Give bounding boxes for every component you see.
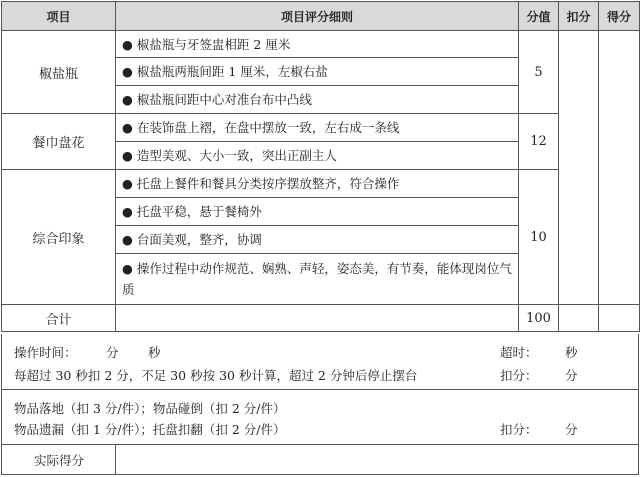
- criteria-item: [116, 114, 519, 142]
- criteria-text: 托盘上餐件和餐具分类按序摆放整齐，符合操作: [136, 176, 400, 191]
- criteria-text: 椒盐瓶与牙签盅相距 2 厘米: [136, 36, 291, 52]
- header-row: [2, 2, 640, 31]
- table-row: [2, 170, 640, 198]
- total-row: [2, 305, 640, 332]
- bullet-icon: ●: [122, 64, 133, 79]
- total-earned-cell[interactable]: [599, 305, 640, 332]
- bullet-icon: ●: [122, 92, 133, 107]
- penalty-deduct-label: 扣分：: [500, 422, 538, 437]
- criteria-text: 托盘平稳，悬于餐椅外: [136, 204, 262, 219]
- time-block: [2, 334, 638, 390]
- header-criteria: 项目评分细则: [116, 2, 519, 31]
- criteria-item: [116, 58, 519, 86]
- bullet-icon: ●: [122, 232, 133, 247]
- criteria-text: 椒盐瓶间距中心对准台布中凸线: [136, 92, 312, 107]
- criteria-text: 在装饰盘上褶，在盘中摆放一致，左右成一条线: [136, 120, 400, 135]
- bottom-section: [1, 334, 639, 475]
- overtime-label: 超时：: [500, 345, 538, 360]
- time-label: 操作时间：: [14, 345, 77, 360]
- bullet-icon: ●: [122, 204, 133, 219]
- section-score: 10: [519, 170, 559, 305]
- actual-score-row: [2, 445, 638, 474]
- section-name: 综合印象: [2, 170, 116, 305]
- criteria-item: [116, 86, 519, 114]
- criteria-item: [116, 226, 519, 254]
- section-score: 12: [519, 114, 559, 170]
- total-deduct-cell[interactable]: [559, 305, 599, 332]
- penalty-line-2: 物品遗漏（扣 1 分/件）；托盘扣翻（扣 2 分/件）: [14, 422, 286, 437]
- deduct-cell[interactable]: [559, 31, 599, 305]
- table-row: [2, 31, 640, 58]
- bullet-icon: ●: [122, 148, 133, 163]
- criteria-text: 椒盐瓶两瓶间距 1 厘米，左椒右盐: [136, 64, 328, 79]
- header-earned: 得分: [599, 2, 640, 31]
- penalty-line-1: 物品落地（扣 3 分/件）；物品碰倒（扣 2 分/件）: [14, 401, 286, 416]
- criteria-item: [116, 31, 519, 58]
- penalty-block: [2, 390, 638, 445]
- overtime-unit: 秒: [565, 345, 578, 360]
- header-score: 分值: [519, 2, 559, 31]
- criteria-item: [116, 198, 519, 226]
- table-row: [2, 114, 640, 142]
- time-second-unit: 秒: [148, 345, 161, 360]
- total-criteria-cell: [116, 305, 519, 332]
- actual-score-divider: [115, 445, 116, 474]
- criteria-text: 操作过程中动作规范、娴熟、声轻，姿态美，有节奏，能体现岗位气质: [122, 261, 512, 297]
- section-name: 餐巾盘花: [2, 114, 116, 170]
- bullet-icon: ●: [122, 176, 133, 191]
- earned-cell[interactable]: [599, 31, 640, 305]
- bullet-icon: ●: [122, 120, 133, 135]
- criteria-text: 造型美观、大小一致，突出正副主人: [136, 148, 337, 163]
- criteria-item: [116, 170, 519, 198]
- time-deduct-label: 扣分：: [500, 368, 538, 383]
- criteria-text: 台面美观，整齐，协调: [136, 232, 262, 247]
- header-project: 项目: [2, 2, 116, 31]
- penalty-deduct-unit: 分: [565, 422, 578, 437]
- section-name: 椒盐瓶: [2, 31, 116, 114]
- bullet-icon: ●: [122, 261, 133, 276]
- scoring-sheet: [1, 1, 639, 475]
- time-rule: 每超过 30 秒扣 2 分，不足 30 秒按 30 秒计算，超过 2 分钟后停止摆台: [14, 368, 418, 383]
- actual-score-label: 实际得分: [34, 453, 85, 468]
- score-table: [1, 1, 640, 332]
- time-deduct-unit: 分: [565, 368, 578, 383]
- criteria-item: [116, 142, 519, 170]
- total-label: 合计: [2, 305, 116, 332]
- bullet-icon: ●: [122, 36, 133, 52]
- section-score: 5: [519, 31, 559, 114]
- total-score: 100: [519, 305, 559, 332]
- criteria-item: [116, 254, 519, 305]
- time-minute-unit: 分: [106, 345, 119, 360]
- header-deduct: 扣分: [559, 2, 599, 31]
